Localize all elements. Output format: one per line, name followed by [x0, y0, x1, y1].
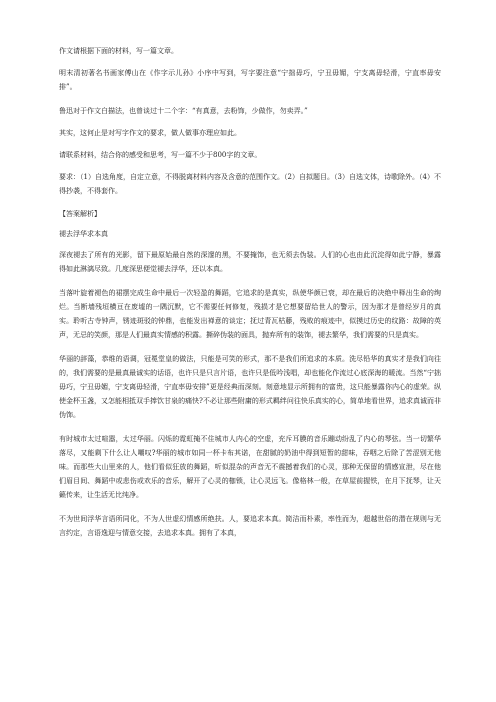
material-paragraph-2: 鲁迅对于作文白描法，也曾谈过十二个字：“有真意，去粉饰，少做作，勿卖弄。” [59, 107, 308, 115]
essay-paragraph-1: 深夜褪去了所有的光影，留下最原始最自然的深邃的黑，不要掩饰，也无须去伪装。人们的心也由此沉淀得如此宁静，暴露得如此淋漓尽致。几度深思便觉褪去浮华，还以本真。 [59, 251, 441, 273]
essay-paragraph-3: 华丽的辞藻，恭维的语调，冠冕堂皇的做法，只能是可笑的形式，那不是我们所追求的本质。洗尽铅华的真实才是我们向往的，我们需要的是最真最诚实的话语，也许只是只言片语，也许只是低吟浅唱，却也能化作流过心底深海的暖流。当然“宁拙毋巧，宁丑毋媚，宁支离毋轻滑，宁直率毋安排”更是经典而深刻。刻意地显示所拥有的富贵，这只能暴露你内心的虚荣。纵使金杯玉盏，又怎能相抵双手捧饮甘泉的痛快?不必让那些附庸的形式羁绊问往快乐真实的心，简单地看世界，追求真诚而非伪饰。 [59, 355, 441, 419]
material-paragraph-3: 其实，这何止是对写字作文的要求，做人做事亦理应如此。 [59, 129, 241, 137]
writing-task: 请联系材料，结合你的感受和思考，写一篇不少于800字的文章。 [59, 151, 262, 159]
prompt-intro: 作文请根据下面的材料，写一篇文章。 [59, 47, 178, 55]
document-page [59, 44, 441, 550]
essay-title: 褪去浮华求本真 [59, 230, 108, 238]
answer-label: 【答案解析】 [59, 210, 101, 218]
essay-paragraph-2: 当落叶旋着褪色的裙摆完成生命中最后一次轻盈的舞蹈，它追求的是真实，纵使华颜已衰，却在最后的决绝中释出生命的绚烂。当断墙残垣横亘在废墟的一隅沉默，它不需要任何修复，残损才是它想要留给世人的警示，因为那才是曾经岁月的真实。聆听古寺钟声，锈迹斑驳的钟鼎，也能发出禅意的谈定；抚过青瓦枯藤，残败的痕迹中，似摸过历史的纹路：故障的英声，无忌的笑颜，那是人们最真实情感的积露。撕碎伪装的面具，抛弃所有的装饰，褪去繁华，我们需要的只是真实。 [59, 289, 441, 339]
essay-paragraph-4: 有时城市太过喧嚣，太过华丽。闪烁的霓虹掩不住城市人内心的空虚，充斥耳膜的音乐蹦动纷乱了内心的琴弦。当一切繁华落尽，又能剩下什么让人嘲叹?华丽的城市如同一杯卡布其诺，在甜腻的奶油中得到短暂的甜味，吞咽之后除了苦涩别无他味。而那些大山里来的人，他们看似狂放的舞蹈，听似混杂的声音无不震撼着我们的心灵，那种无保留的情感宣泄，尽在他们眉目间、舞蹈中或悲伤或欢乐的音乐，解开了心灵的枷锁，让心灵远飞。像格林一般，在草屋前握铁，在月下抚琴，让天籁传来，让生活无比纯净。 [59, 435, 441, 499]
essay-paragraph-5: 不为世间浮华言语所同化，不为人世虚幻情感所绝扶。人，要追求本真。简洁而朴素，率性而为，超越世俗的潜在规则与无言约定，言语逸迎与情意交接，去追求本真。拥有了本真， [59, 515, 441, 537]
writing-requirements: 要求：（1）自选角度，自定立意，不得脱离材料内容及含意的范围作文。（2）自拟题目。（3）自选文体，诗歌除外。（4）不得抄袭，不得套作。 [59, 173, 441, 195]
material-paragraph-1: 明末清初著名书画家傅山在《作字示儿孙》小序中写到，写字要注意“宁拙毋巧，宁丑毋媚，宁支离毋轻滑，宁直率毋安排”。 [59, 69, 441, 91]
